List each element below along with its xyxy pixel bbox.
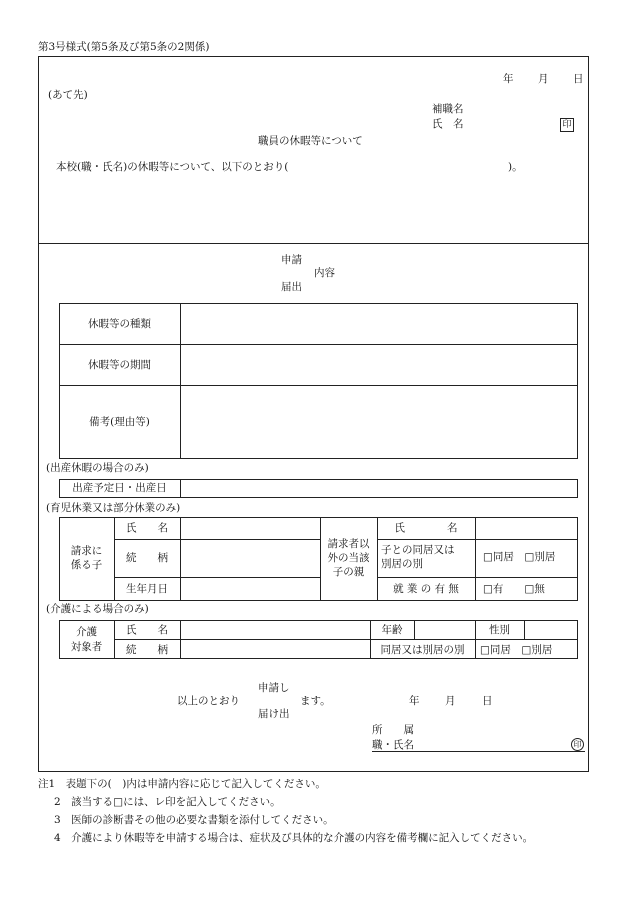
- seal-icon: 印: [560, 118, 574, 132]
- body-end: )。: [508, 161, 523, 173]
- closing-month: 月: [445, 695, 456, 707]
- care-cohab-label: 同居又は別居の別: [380, 644, 465, 656]
- child-group-label-1: 請求に: [70, 545, 103, 557]
- note-3: 3 医師の診断書その他の必要な書類を添付してください。: [54, 814, 334, 826]
- employment-checkboxes[interactable]: □有 □無: [483, 583, 545, 595]
- seal-circle-icon: 印: [571, 738, 584, 751]
- closing-day: 日: [482, 695, 493, 707]
- childcare-heading: (育児休業又は部分休業のみ): [46, 502, 181, 514]
- applicant-name-label: 氏 名: [432, 118, 464, 130]
- signature-line: [372, 751, 585, 752]
- care-target-label-1: 介護: [76, 626, 97, 638]
- nursing-heading: (介護による場合のみ): [46, 603, 149, 615]
- content-report: 届出: [281, 281, 302, 293]
- closing-report: 届け出: [258, 708, 290, 720]
- closing-year: 年: [409, 695, 420, 707]
- care-cohab-checkboxes[interactable]: □同居 □別居: [480, 644, 553, 656]
- leave-type-label: 休暇等の種類: [88, 318, 151, 330]
- date-day: 日: [573, 73, 584, 85]
- note-2: 2 該当する□には、レ印を記入してください。: [54, 796, 281, 808]
- maternity-heading: (出産休暇の場合のみ): [46, 462, 149, 474]
- remarks-label: 備考(理由等): [89, 416, 150, 428]
- date-year: 年: [503, 73, 514, 85]
- content-label: 内容: [314, 267, 335, 279]
- child-birthdate-label: 生年月日: [126, 583, 168, 595]
- applicant-post-label: 補職名: [432, 103, 464, 115]
- note-4: 4 介護により休暇等を申請する場合は、症状及び具体的な介護の内容を備考欄に記入してください。: [54, 832, 534, 844]
- child-name-label: 氏 名: [126, 522, 168, 534]
- other-parent-label-2: 外の当該: [327, 552, 370, 564]
- content-apply: 申請: [281, 254, 302, 266]
- child-relation-label: 続 柄: [126, 552, 168, 564]
- other-parent-label-3: 子の親: [332, 566, 365, 578]
- department-label: 所 属: [372, 724, 414, 736]
- employment-label: 就 業 の 有 無: [393, 583, 459, 595]
- cohab-label-1: 子との同居又は: [381, 544, 455, 556]
- body-text: 本校(職・氏名)の休暇等について、以下のとおり(: [56, 161, 289, 173]
- closing-suffix: ます。: [300, 695, 331, 707]
- care-target-label-2: 対象者: [70, 641, 103, 653]
- subject-title: 職員の休暇等について: [258, 135, 363, 147]
- post-name-label: 職・氏名: [372, 739, 414, 751]
- other-parent-label-1: 請求者以: [327, 538, 370, 550]
- cohab-checkboxes[interactable]: □同居 □別居: [483, 551, 556, 563]
- note-1: 注1 表題下の( )内は申請内容に応じて記入してください。: [38, 778, 326, 790]
- form-title: 第3号様式(第5条及び第5条の2関係): [38, 41, 210, 53]
- gender-label: 性別: [489, 624, 510, 636]
- child-group-label-2: 係る子: [70, 559, 103, 571]
- closing-prefix: 以上のとおり: [177, 695, 240, 707]
- addressee: (あて先): [48, 89, 88, 101]
- section-divider: [38, 243, 589, 244]
- cohab-label-2: 別居の別: [381, 558, 423, 570]
- care-relation-label: 続 柄: [126, 644, 168, 656]
- care-name-label: 氏 名: [126, 624, 168, 636]
- birth-date-label: 出産予定日・出産日: [72, 482, 167, 494]
- parent-name-label: 氏 名: [394, 522, 458, 534]
- leave-period-label: 休暇等の期間: [88, 359, 151, 371]
- closing-apply: 申請し: [258, 682, 290, 694]
- age-label: 年齢: [381, 624, 403, 636]
- date-month: 月: [538, 73, 549, 85]
